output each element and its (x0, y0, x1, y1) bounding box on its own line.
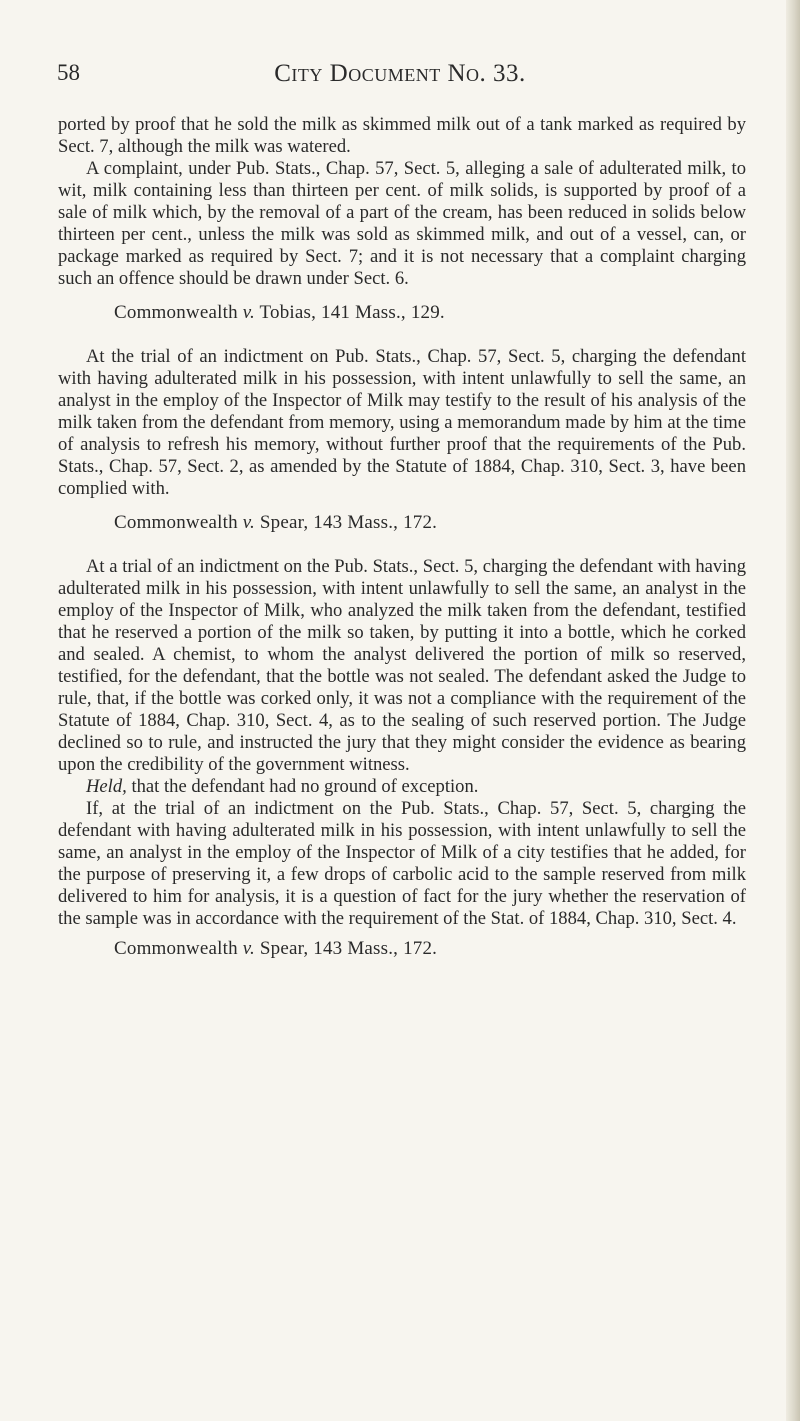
citation-versus: v. (242, 302, 255, 323)
citation-prefix: Commonwealth (114, 302, 243, 323)
running-title: City Document No. 33. (274, 60, 526, 87)
paragraph-4: At a trial of an indictment on the Pub. Stats., Sect. 5, charging the defendant with having adulterated milk in his possession, with intent unlawfully to sell the same, an analyst in the employ of the Inspector of Milk, who analyzed the milk taken from the defendant, testified that he reserved a portion of the milk so taken, by putting it into a bottle, which he corked and sealed. A chemist, to whom the analyst delivered the portion of milk so reserved, testified, for the defendant, that the bottle was not sealed. The defendant asked the Judge to rule, that, if the bottle was corked only, it was not a compliance with the requirement of the Statute of 1884, Chap. 310, Sect. 4, as to the sealing of such reserved portion. The Judge declined so to rule, and instructed the jury that they might consider the evidence as bearing upon the credibility of the government witness. (58, 556, 746, 775)
citation-versus: v. (242, 938, 255, 959)
document-body (58, 114, 746, 960)
page-number: 58 (57, 60, 80, 85)
citation-suffix: Spear, 143 Mass., 172. (254, 938, 438, 959)
citation-prefix: Commonwealth (114, 512, 243, 533)
citation-tobias (58, 302, 746, 324)
page-header (55, 60, 745, 100)
paragraph-6: If, at the trial of an indictment on the Pub. Stats., Chap. 57, Sect. 5, charging the defendant with having adulterated milk in his possession, with intent unlawfully to sell the same, an analyst in the employ of the Inspector of Milk of a city testifies that he added, for the purpose of preserving it, a few drops of carbolic acid to the sample reserved from milk delivered to him for analysis, it is a question of fact for the jury whether the reservation of the sample was in accordance with the requirement of the Stat. of 1884, Chap. 310, Sect. 4. (58, 798, 746, 929)
held-label: Held, (86, 776, 127, 797)
citation-spear-2 (58, 938, 746, 960)
citation-suffix: Tobias, 141 Mass., 129. (254, 302, 445, 323)
paragraph-3: At the trial of an indictment on Pub. Stats., Chap. 57, Sect. 5, charging the defendant with having adulterated milk in his possession, with intent unlawfully to sell the same, an analyst in the employ of the Inspector of Milk may testify to the result of his analysis of the milk taken from the defendant from memory, using a memorandum made by him at the time of analysis to refresh his memory, without further proof that the requirements of the Pub. Stats., Chap. 57, Sect. 2, as amended by the Statute of 1884, Chap. 310, Sect. 3, have been complied with. (58, 346, 746, 499)
citation-versus: v. (242, 512, 255, 533)
citation-suffix: Spear, 143 Mass., 172. (254, 512, 438, 533)
paragraph-2: A complaint, under Pub. Stats., Chap. 57, Sect. 5, alleging a sale of adulterated milk, to wit, milk containing less than thirteen per cent. of milk solids, is supported by proof of a sale of milk which, by the removal of a part of the cream, has been reduced in solids below thirteen per cent., unless the milk was sold as skimmed milk, and out of a vessel, can, or package marked as required by Sect. 7; and it is not necessary that a complaint charging such an offence should be drawn under Sect. 6. (58, 158, 746, 289)
citation-prefix: Commonwealth (114, 938, 243, 959)
paragraph-1: ported by proof that he sold the milk as skimmed milk out of a tank marked as required by Sect. 7, although the milk was watered. (58, 114, 746, 157)
page-edge (786, 0, 800, 1421)
held-text: that the defendant had no ground of exception. (126, 776, 479, 797)
paragraph-5 (58, 776, 746, 798)
citation-spear-1 (58, 512, 746, 534)
